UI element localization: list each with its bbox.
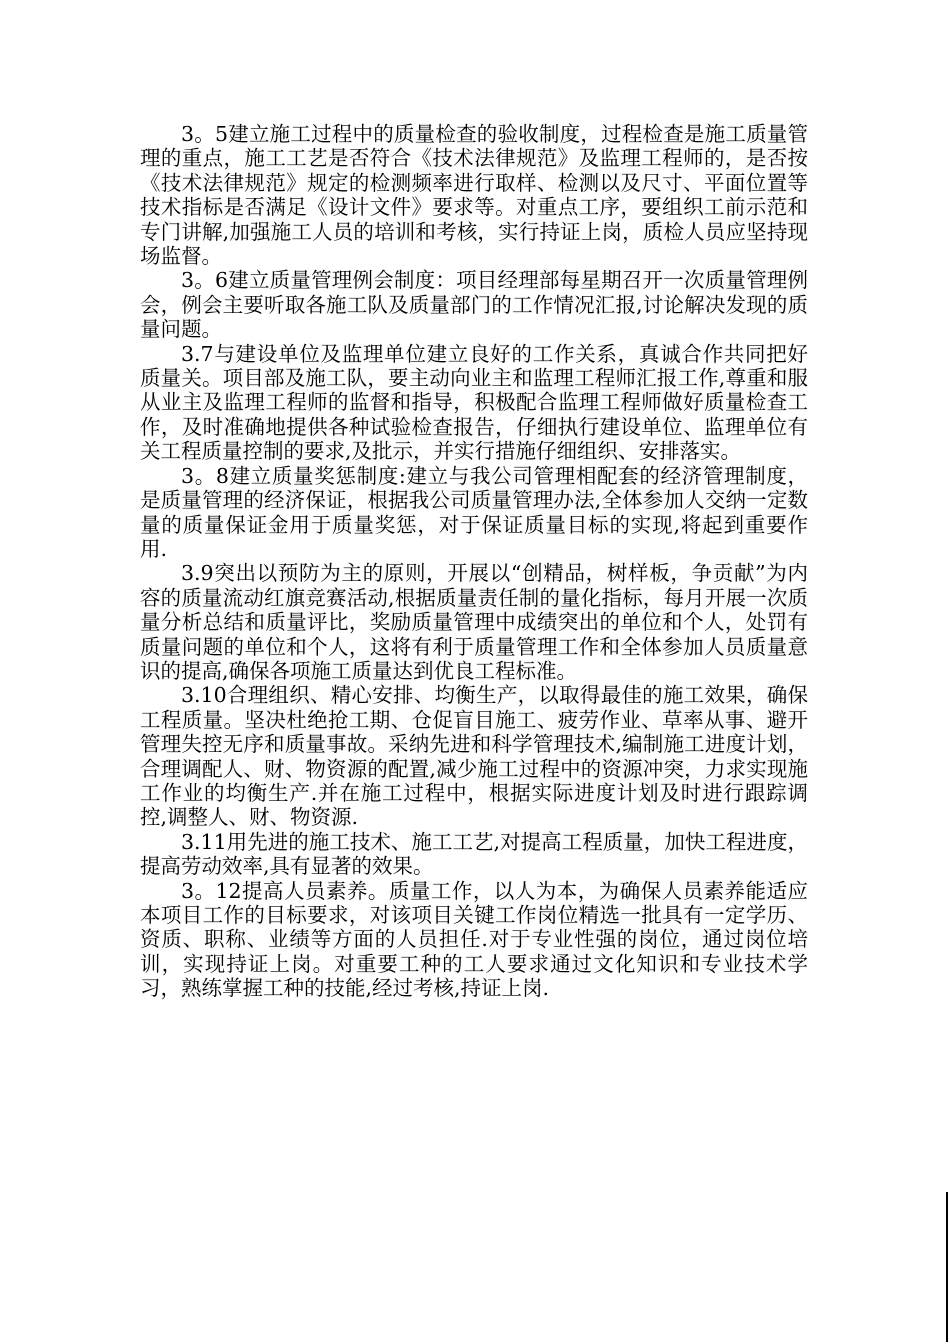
page-edge-divider (946, 1192, 948, 1342)
paragraph-3-6: 3。6建立质量管理例会制度：项目经理部每星期召开一次质量管理例会，例会主要听取各施工队及质量部门的工作情况汇报,讨论解决发现的质量问题。 (140, 268, 808, 342)
paragraph-3-5: 3。5建立施工过程中的质量检查的验收制度，过程检查是施工质量管理的重点，施工工艺是否符合《技术法律规范》及监理工程师的，是否按《技术法律规范》规定的检测频率进行取样、检测以及尺寸、平面位置等技术指标是否满足《设计文件》要求等。对重点工序，要组织工前示范和专门讲解,加强施工人员的培训和考核，实行持证上岗，质检人员应坚持现场监督。 (140, 122, 808, 269)
paragraph-3-10: 3.10合理组织、精心安排、均衡生产，以取得最佳的施工效果，确保工程质量。坚决杜绝抢工期、仓促盲目施工、疲劳作业、草率从事、避开管理失控无序和质量事故。采纳先进和科学管理技术,编制施工进度计划，合理调配人、财、物资源的配置,减少施工过程中的资源冲突，力求实现施工作业的均衡生产.并在施工过程中，根据实际进度计划及时进行跟踪调控,调整人、财、物资源. (140, 683, 808, 830)
paragraph-3-11: 3.11用先进的施工技术、施工工艺,对提高工程质量，加快工程进度，提高劳动效率,具有显著的效果。 (140, 829, 808, 879)
paragraph-3-8: 3。8建立质量奖惩制度:建立与我公司管理相配套的经济管理制度，是质量管理的经济保证，根据我公司质量管理办法,全体参加人交纳一定数量的质量保证金用于质量奖惩，对于保证质量目标的实现,将起到重要作用. (140, 463, 808, 561)
document-body (140, 122, 808, 1001)
paragraph-3-7: 3.7与建设单位及监理单位建立良好的工作关系，真诚合作共同把好质量关。项目部及施工队，要主动向业主和监理工程师汇报工作,尊重和服从业主及监理工程师的监督和指导，积极配合监理工程师做好质量检查工作，及时准确地提供各种试验检查报告，仔细执行建设单位、监理单位有关工程质量控制的要求,及批示，并实行措施仔细组织、安排落实。 (140, 341, 808, 464)
paragraph-3-12: 3。12提高人员素养。质量工作，以人为本，为确保人员素养能适应本项目工作的目标要求，对该项目关键工作岗位精选一批具有一定学历、资质、职称、业绩等方面的人员担任.对于专业性强的岗位，通过岗位培训，实现持证上岗。对重要工种的工人要求通过文化知识和专业技术学习，熟练掌握工种的技能,经过考核,持证上岗. (140, 878, 808, 1001)
paragraph-3-9: 3.9突出以预防为主的原则，开展以“创精品，树样板，争贡献”为内容的质量流动红旗竞赛活动,根据质量责任制的量化指标，每月开展一次质量分析总结和质量评比，奖励质量管理中成绩突出的单位和个人，处罚有质量问题的单位和个人，这将有利于质量管理工作和全体参加人员质量意识的提高,确保各项施工质量达到优良工程标准。 (140, 561, 808, 683)
